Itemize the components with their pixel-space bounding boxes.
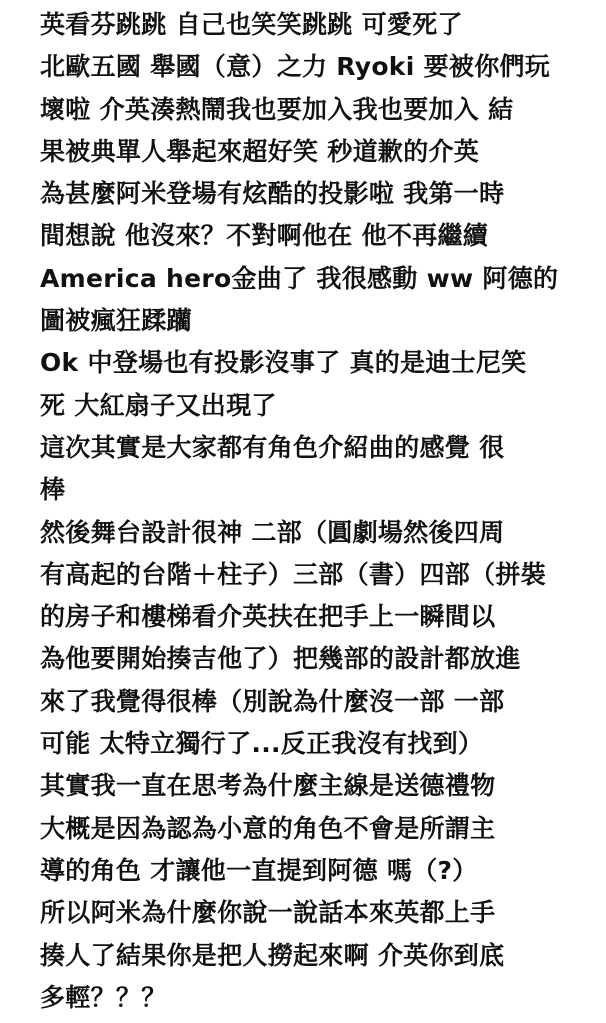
text-line: 可能 太特立獨行了...反正我沒有找到） bbox=[40, 729, 484, 759]
cropped-next-line bbox=[40, 1008, 49, 1023]
text-line: 北歐五國 舉國（意）之力 Ryoki 要被你們玩 bbox=[40, 52, 551, 82]
text-line: Ok 中登場也有投影沒事了 真的是迪士尼笑 bbox=[40, 348, 527, 378]
paragraph bbox=[40, 512, 570, 766]
text-line: 這次其實是大家都有角色介紹曲的感覺 很 bbox=[40, 432, 505, 462]
paragraph bbox=[40, 46, 570, 173]
text-line: 為他要開始揍吉他了）把幾部的設計都放進 bbox=[40, 644, 521, 674]
text-line: 英看芬跳跳 自己也笑笑跳跳 可愛死了 bbox=[40, 10, 463, 39]
paragraph bbox=[40, 173, 570, 342]
text-line: 壞啦 介英湊熱鬧我也要加入我也要加入 結 bbox=[40, 94, 514, 124]
text-line: 有高起的台階＋柱子）三部（書）四部（拼裝 bbox=[40, 559, 547, 589]
text-line: 間想說 他沒來？不對啊他在 他不再繼續 bbox=[40, 221, 489, 251]
text-line: 大概是因為認為小意的角色不會是所謂主 bbox=[40, 813, 496, 843]
text-line: 死 大紅扇子又出現了 bbox=[40, 390, 277, 420]
text-line: 果被典單人舉起來超好笑 秒道歉的介英 bbox=[40, 136, 480, 166]
text-line: 棒 bbox=[40, 475, 66, 505]
text-line: 多輕？？？ bbox=[40, 982, 167, 1012]
text-line: 其實我一直在思考為什麼主線是送德禮物 bbox=[40, 771, 496, 801]
text-line: 為甚麼阿米登場有炫酷的投影啦 我第一時 bbox=[40, 179, 505, 209]
text-line: 圖被瘋狂蹂躪 bbox=[40, 306, 192, 336]
text-line: 所以阿米為什麼你說一說話本來英都上手 bbox=[40, 898, 496, 928]
paragraph bbox=[40, 892, 570, 1019]
text-line: 的房子和樓梯看介英扶在把手上一瞬間以 bbox=[40, 602, 496, 632]
note-body bbox=[40, 4, 570, 1019]
paragraph bbox=[40, 4, 570, 46]
text-line: 導的角色 才讓他一直提到阿德 嗎（?） bbox=[40, 855, 478, 885]
text-line: 然後舞台設計很神 二部（圓劇場然後四周 bbox=[40, 517, 505, 547]
text-line: America hero金曲了 我很感動 ww 阿德的 bbox=[40, 263, 559, 293]
text-line: 揍人了結果你是把人撈起來啊 介英你到底 bbox=[40, 940, 505, 970]
cropped-line-fragment bbox=[40, 1008, 49, 1023]
paragraph bbox=[40, 427, 570, 512]
paragraph bbox=[40, 342, 570, 427]
paragraph bbox=[40, 765, 570, 892]
text-line: 來了我覺得很棒（別說為什麼沒一部 一部 bbox=[40, 686, 505, 716]
